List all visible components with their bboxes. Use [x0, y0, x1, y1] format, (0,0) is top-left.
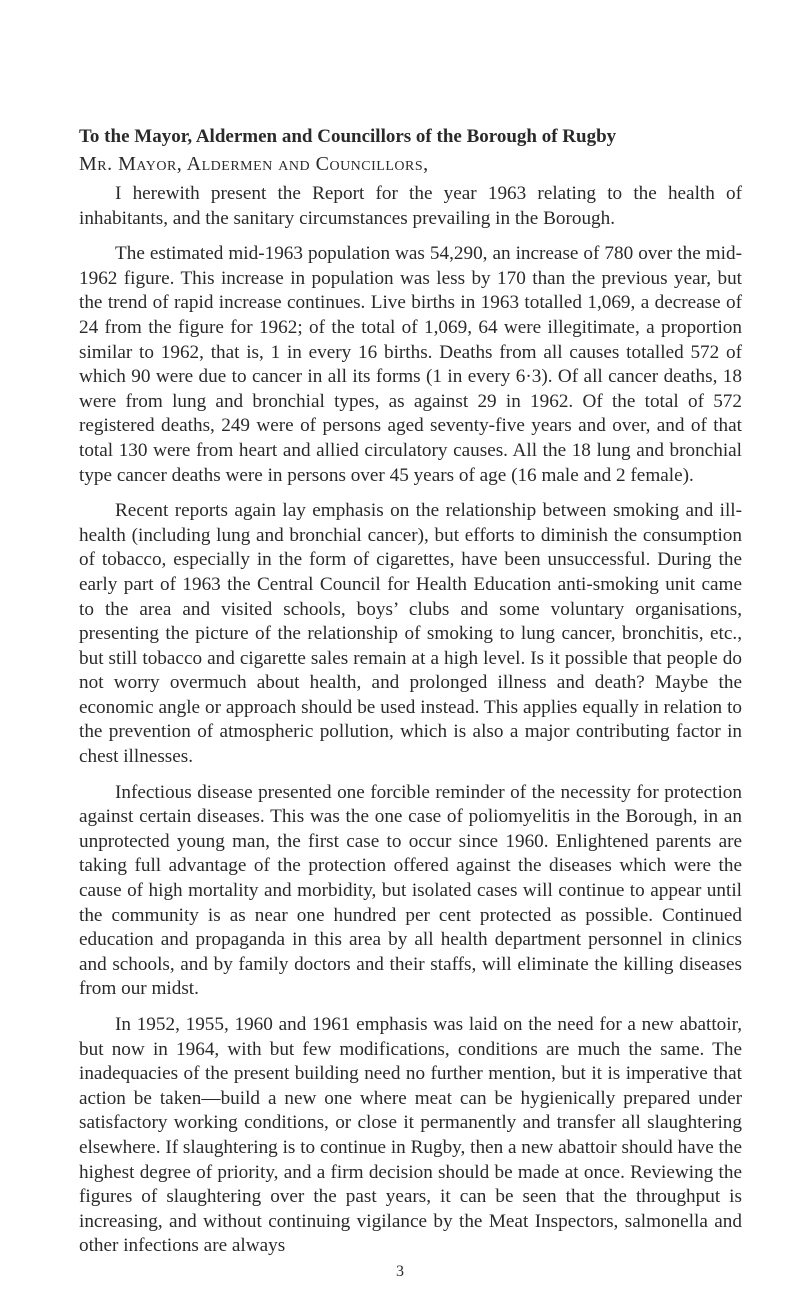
paragraph-population: The estimated mid-1963 population was 54,290, an increase of 780 over the mid-1962 figure. This increase in population was less by 170 than the previous year, but the trend of rapid increase continues. Live births in 1963 totalled 1,069, a decrease of 24 from the figure for 1962; of the total of 1,069, 64 were illegitimate, a proportion similar to 1962, that is, 1 in every 16 births. Deaths from all causes totalled 572 of which 90 were due to cancer in all its forms (1 in every 6·3). Of all cancer deaths, 18 were from lung and bronchial types, as against 29 in 1962. Of the total of 572 registered deaths, 249 were of persons aged seventy-five years and over, and of that total 130 were from heart and allied circulatory causes. All the 18 lung and bronchial type cancer deaths were in persons over 45 years of age (16 male and 2 female).: [79, 243, 742, 486]
paragraph-infectious-disease: Infectious disease presented one forcible reminder of the necessity for protection against certain diseases. This was the one case of poliomyelitis in the Borough, in an unprotected young man, the first case to occur since 1960. Enlightened parents are taking full advantage of the protection offered against the diseases which were the cause of high mortality and morbidity, but isolated cases will continue to appear until the community is as near one hundred per cent protected as possible. Continued education and propaganda in this area by all health department personnel in clinics and schools, and by family doctors and their staffs, will eliminate the killing diseases from our midst.: [79, 781, 742, 1000]
address-heading: To the Mayor, Aldermen and Councillors of the Borough of Rugby: [79, 126, 617, 147]
page-number: 3: [396, 1263, 404, 1280]
paragraph-abattoir: In 1952, 1955, 1960 and 1961 emphasis was laid on the need for a new abattoir, but now in 1964, with but few modifications, conditions are much the same. The inadequacies of the present building need no further mention, but it is imperative that action be taken—build a new one where meat can be hygienically prepared under satisfactory working conditions, or close it permanently and transfer all slaughtering elsewhere. If slaughtering is to continue in Rugby, then a new abattoir should have the highest degree of priority, and a firm decision should be made at once. Reviewing the figures of slaughtering over the past years, it can be seen that the throughput is increasing, and without continuing vigilance by the Meat Inspectors, salmonella and other infections are always: [79, 1014, 742, 1257]
paragraph-intro: I herewith present the Report for the year 1963 relating to the health of inhabitants, and the sanitary circumstances prevailing in the Borough.: [79, 183, 742, 229]
paragraph-smoking: Recent reports again lay emphasis on the relationship between smoking and ill-health (including lung and bronchial cancer), but efforts to diminish the consumption of tobacco, especially in the form of cigarettes, have been unsuccessful. During the early part of 1963 the Central Council for Health Education anti-smoking unit came to the area and visited schools, boys’ clubs and some voluntary organisations, presenting the picture of the relationship of smoking to lung cancer, bronchitis, etc., but still tobacco and cigarette sales remain at a high level. Is it possible that people do not worry overmuch about health, and prolonged illness and death? Maybe the economic angle or approach should be used instead. This applies equally in relation to the prevention of atmospheric pollution, which is also a major contributing factor in chest illnesses.: [79, 500, 742, 768]
salutation: Mr. Mayor, Aldermen and Councillors,: [79, 153, 429, 175]
report-page: [79, 124, 742, 1270]
